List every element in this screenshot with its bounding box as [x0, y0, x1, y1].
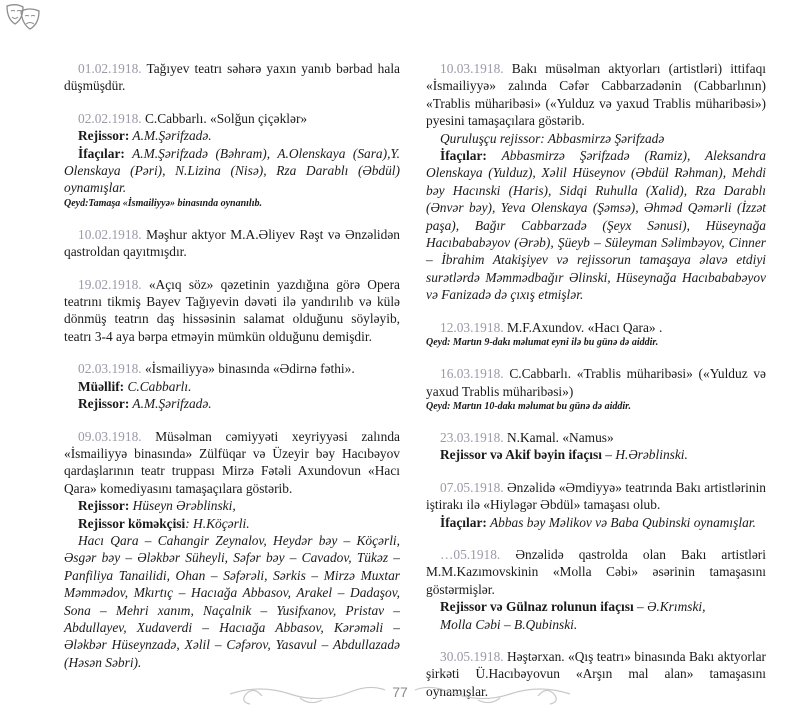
entry-text: N.Kamal. «Namus»	[503, 429, 614, 445]
entry-date: 09.03.1918.	[78, 428, 142, 444]
entry-1918-02-19	[64, 276, 400, 346]
entry-text: C.Cabbarlı. «Solğun çiçəklər»	[141, 110, 308, 126]
cast-value: Molla Cəbi – B.Qubinski.	[440, 616, 578, 632]
page-number: 77	[392, 684, 408, 700]
entry-text: Məşhur aktyor M.A.Əliyev Rəşt və Ənzəlidən qastroldan qayıtmışdır.	[64, 226, 400, 260]
entry-1918-03-16	[426, 365, 766, 414]
entry-date: 12.03.1918.	[440, 319, 504, 335]
entry-date: …05.1918.	[440, 546, 501, 562]
entry-1918-03-09	[64, 428, 400, 672]
entry-text: Ənzəlidə «Əmdiyyə» teatrında Bakı artistlərinin iştirakı ilə «Hiyləgər Əbdül» tamaşası olub.	[426, 479, 766, 513]
entry-text: Müsəlman cəmiyyəti xeyriyyəsi zalında «İsmailiyyə binasında» Zülfüqar və Üzeyir bəy Hacıbəyov qardaşlarının teatr truppası Mirzə Fətəli Axundovun «Hacı Qara» komediyasını tamaşaçılara göstərib.	[64, 428, 400, 496]
entry-1918-03-23	[426, 429, 766, 464]
director-label: Rejissor və Gülnaz rolunun ifaçısı	[440, 599, 634, 615]
entry-text: C.Cabbarlı. «Trablis müharibəsi» («Yulduz və yaxud Trablis müharibəsi»)	[426, 366, 766, 399]
entry-date: 10.03.1918.	[440, 61, 504, 76]
cast-value: A.M.Şərifzadə (Bəhram), A.Olenskaya (Sara),Y. Olenskaya (Pəri), N.Lizina (Nisə), Rza Darablı (Əbdül) oynamışlar.	[64, 145, 400, 196]
entry-1918-05-07	[426, 479, 766, 531]
entry-date: 07.05.1918.	[440, 479, 504, 495]
entry-1918-03-10	[426, 60, 766, 304]
director-label: Rejissor:	[78, 128, 130, 144]
entry-date: 19.02.1918.	[78, 276, 142, 292]
entry-date: 10.02.1918.	[78, 226, 142, 242]
entry-date: 02.02.1918.	[78, 110, 142, 126]
director-label: Rejissor:	[78, 498, 130, 514]
entry-date: 23.03.1918.	[440, 429, 504, 445]
entry-text: Tağıyev teatrı səhərə yaxın yanıb bərbad hala düşmüşdür.	[64, 61, 400, 94]
director-value: A.M.Şərifzadə.	[129, 128, 212, 144]
director-value: – Ə.Krımski,	[633, 599, 706, 615]
entry-date: 16.03.1918.	[440, 366, 504, 382]
cast-label: İfaçılar:	[440, 148, 487, 164]
entry-note: Qeyd: Martın 9-dakı məlumat eyni ilə bu günə də aiddir.	[426, 337, 659, 349]
entry-1918-02-02	[64, 110, 400, 211]
entry-1918-02-10	[64, 226, 400, 261]
author-value: C.Cabbarlı.	[124, 378, 192, 394]
entry-1918-03-12	[426, 319, 766, 350]
entry-date: 02.03.1918.	[78, 361, 142, 377]
entry-date: 30.05.1918.	[440, 648, 504, 664]
author-label: Müəllif:	[78, 378, 125, 394]
director-label: Rejissor və Akif bəyin ifaçısı	[440, 447, 602, 463]
entry-text: Həştərxan. «Qış teatrı» binasında Bakı aktyorlar şirkəti Ü.Hacıbəyovun «Arşın mal alan» tamaşasını oynamışlar.	[426, 648, 766, 699]
entry-text: M.F.Axundov. «Hacı Qara» .	[503, 319, 663, 335]
right-column	[426, 60, 766, 715]
entry-1918-03-02	[64, 360, 400, 412]
entry-date: 01.02.1918.	[78, 61, 142, 76]
entry-text: «Açıq söz» qəzetinin yazdığına görə Opera teatrını tikmiş Bayev Tağıyevin dəvəti ilə yandırılıb və külə dönmüş teatrın daş hissəsinin salamat olduğunu söyləyib, teatrı 3-4 aya bərpa etməyin mümkün olduğunu demişdir.	[64, 276, 400, 344]
assistant-director-label: Rejissor köməkçisi	[78, 515, 186, 531]
entry-text: Bakı müsəlman aktyorları (artistləri) ittifaqı «İsmailiyyə» zalında Cəfər Cabbarzadənin (Cabbarlının) «Trablis müharibəsi» («Yulduz və yaxud Trablis müharibəsi») pyesini tamaşaçılara göstərib.	[426, 61, 766, 129]
director-value: A.M.Şərifzadə.	[129, 396, 212, 412]
entry-text: Ənzəlidə qastrolda olan Bakı artistləri M.M.Kazımovskinin «Molla Cəbi» əsərinin tamaşasını göstərmişlər.	[426, 546, 766, 597]
entry-note: Qeyd:Tamaşa «İsmailiyyə» binasında oynanılıb.	[64, 197, 262, 209]
assistant-director-value: : H.Köçərli.	[185, 515, 250, 531]
director-value: Hüseyn Ərəblinski,	[129, 498, 236, 514]
theatre-masks-icon	[4, 2, 44, 36]
entry-text: «İsmailiyyə» binasında «Ədirnə fəthi».	[141, 361, 355, 377]
director-label: Rejissor:	[78, 396, 130, 412]
stage-director-line: Quruluşçu rejissor: Abbasmirzə Şərifzadə	[440, 130, 665, 146]
director-value: – H.Ərəblinski.	[601, 447, 688, 463]
cast-list: Hacı Qara – Cahangir Zeynalov, Heydər bəy – Köçərli, Əsgər bəy – Ələkbər Süheyli, Səfər bəy – Cavadov, Tükəz – Panfiliya Tanailidi, Ohan – Səfərəli, Sərkis – Mirzə Muxtar Məmmədov, Mkırtıç – Hacıağa Abbasov, Arakel – Dadaşov, Sona – Mehri xanım, Naçalnik – Yusifxanov, Pristav – Abdullayev, Xudaverdi – Hacıağa Abbasov, Kərəməli – Ələkbər Hüseynzadə, Xəlil – Cəfərov, Yasavul – Abdullazadə (Həsən Səbri).	[64, 532, 400, 670]
entry-1918-02-01	[64, 60, 400, 95]
entry-note: Qeyd: Martın 10-dakı məlumat bu günə də aiddir.	[426, 400, 632, 412]
cast-label: İfaçılar:	[440, 514, 487, 530]
cast-value: Abbasmirzə Şərifzadə (Ramiz), Aleksandra Olenskaya (Yulduz), Xəlil Hüseynov (Əbdül Rəhman), Mehdi bəy Hacınski (Haris), Sidqi Ruhulla (Xalid), Rza Darablı (Ənvər bəy), Yeva Olenskaya (Şəmsə), Əhməd Qəmərli (İzzət paşa), Bağır Cabbarzadə (Şeyx Sənusi), Hüseynağa Hacıbababəyov (Ərəb), Şüeyb – Süleyman Səlimbəyov, Cinner – İbrahim Atakişiyev və rejissorun tamaşaya əlavə etdiyi surətlərdə Məmmədbağır Əlinski, Hüseynağa Hacıbababəyov və Fanizadə də çıxış etmişlər.	[426, 148, 766, 303]
cast-label: İfaçılar:	[78, 145, 125, 161]
entry-1918-05	[426, 546, 766, 633]
cast-value: Abbas bəy Məlikov və Baba Qubinski oynamışlar.	[486, 514, 756, 530]
left-column	[64, 60, 400, 686]
